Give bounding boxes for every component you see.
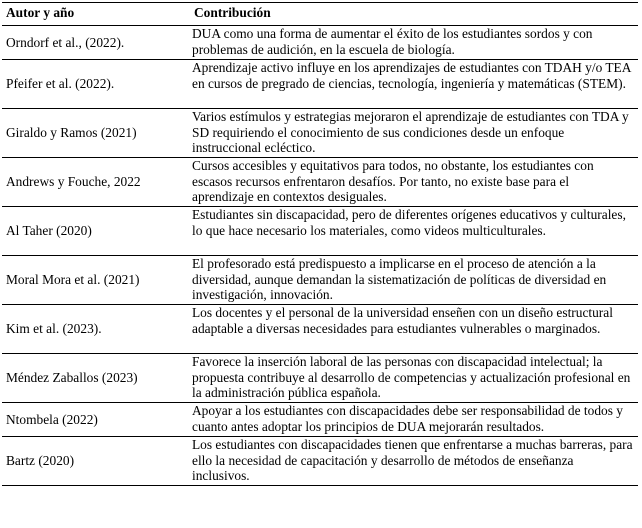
contribution-cell: Cursos accesibles y equitativos para todos, no obstante, los estudiantes con escasos recursos enfrentaron desafíos. Por tanto, no existe base para el aprendizaje en contextos desiguales. — [190, 158, 638, 207]
contribution-cell: Apoyar a los estudiantes con discapacidades debe ser responsabilidad de todos y cuanto antes adoptar los principios de DUA mejorarán resultados. — [190, 403, 638, 437]
author-cell: Giraldo y Ramos (2021) — [2, 109, 190, 158]
table-row — [2, 109, 638, 158]
literature-table — [2, 2, 638, 486]
contribution-cell: Varios estímulos y estrategias mejoraron el aprendizaje de estudiantes con TDA y SD requiriendo el conocimiento de sus condiciones desde un enfoque instruccional ecléctico. — [190, 109, 638, 158]
contribution-cell: Los docentes y el personal de la universidad enseñen con un diseño estructural adaptable a diversas necesidades para estudiantes vulnerables o marginados. — [190, 305, 638, 354]
header-contribution: Contribución — [190, 3, 638, 26]
table-row — [2, 60, 638, 109]
contribution-cell: Los estudiantes con discapacidades tienen que enfrentarse a muchas barreras, para ello la necesidad de capacitación y desarrollo de métodos de enseñanza inclusivos. — [190, 437, 638, 486]
table-row — [2, 305, 638, 354]
author-cell: Al Taher (2020) — [2, 207, 190, 256]
header-author: Autor y año — [2, 3, 190, 26]
table-row — [2, 437, 638, 486]
contribution-cell: DUA como una forma de aumentar el éxito de los estudiantes sordos y con problemas de audición, en la escuela de biología. — [190, 26, 638, 60]
author-cell: Ntombela (2022) — [2, 403, 190, 437]
contribution-cell: Aprendizaje activo influye en los aprendizajes de estudiantes con TDAH y/o TEA en cursos de pregrado de ciencias, tecnología, ingeniería y matemáticas (STEM). — [190, 60, 638, 109]
author-cell: Moral Mora et al. (2021) — [2, 256, 190, 305]
table-row — [2, 207, 638, 256]
author-cell: Méndez Zaballos (2023) — [2, 354, 190, 403]
table-row — [2, 354, 638, 403]
table-row — [2, 403, 638, 437]
author-cell: Orndorf et al., (2022). — [2, 26, 190, 60]
table-row — [2, 256, 638, 305]
contribution-cell: Favorece la inserción laboral de las personas con discapacidad intelectual; la propuesta contribuye al desarrollo de competencias y actualización profesional en la administración pública española. — [190, 354, 638, 403]
contribution-cell: El profesorado está predispuesto a implicarse en el proceso de atención a la diversidad, aunque demandan la sistematización de políticas de diversidad en investigación, innovación. — [190, 256, 638, 305]
author-cell: Kim et al. (2023). — [2, 305, 190, 354]
table-row — [2, 26, 638, 60]
contribution-cell: Estudiantes sin discapacidad, pero de diferentes orígenes educativos y culturales, lo que hace necesario los materiales, como videos multiculturales. — [190, 207, 638, 256]
author-cell: Bartz (2020) — [2, 437, 190, 486]
author-cell: Andrews y Fouche, 2022 — [2, 158, 190, 207]
author-cell: Pfeifer et al. (2022). — [2, 60, 190, 109]
table-row — [2, 158, 638, 207]
table-header-row — [2, 3, 638, 26]
